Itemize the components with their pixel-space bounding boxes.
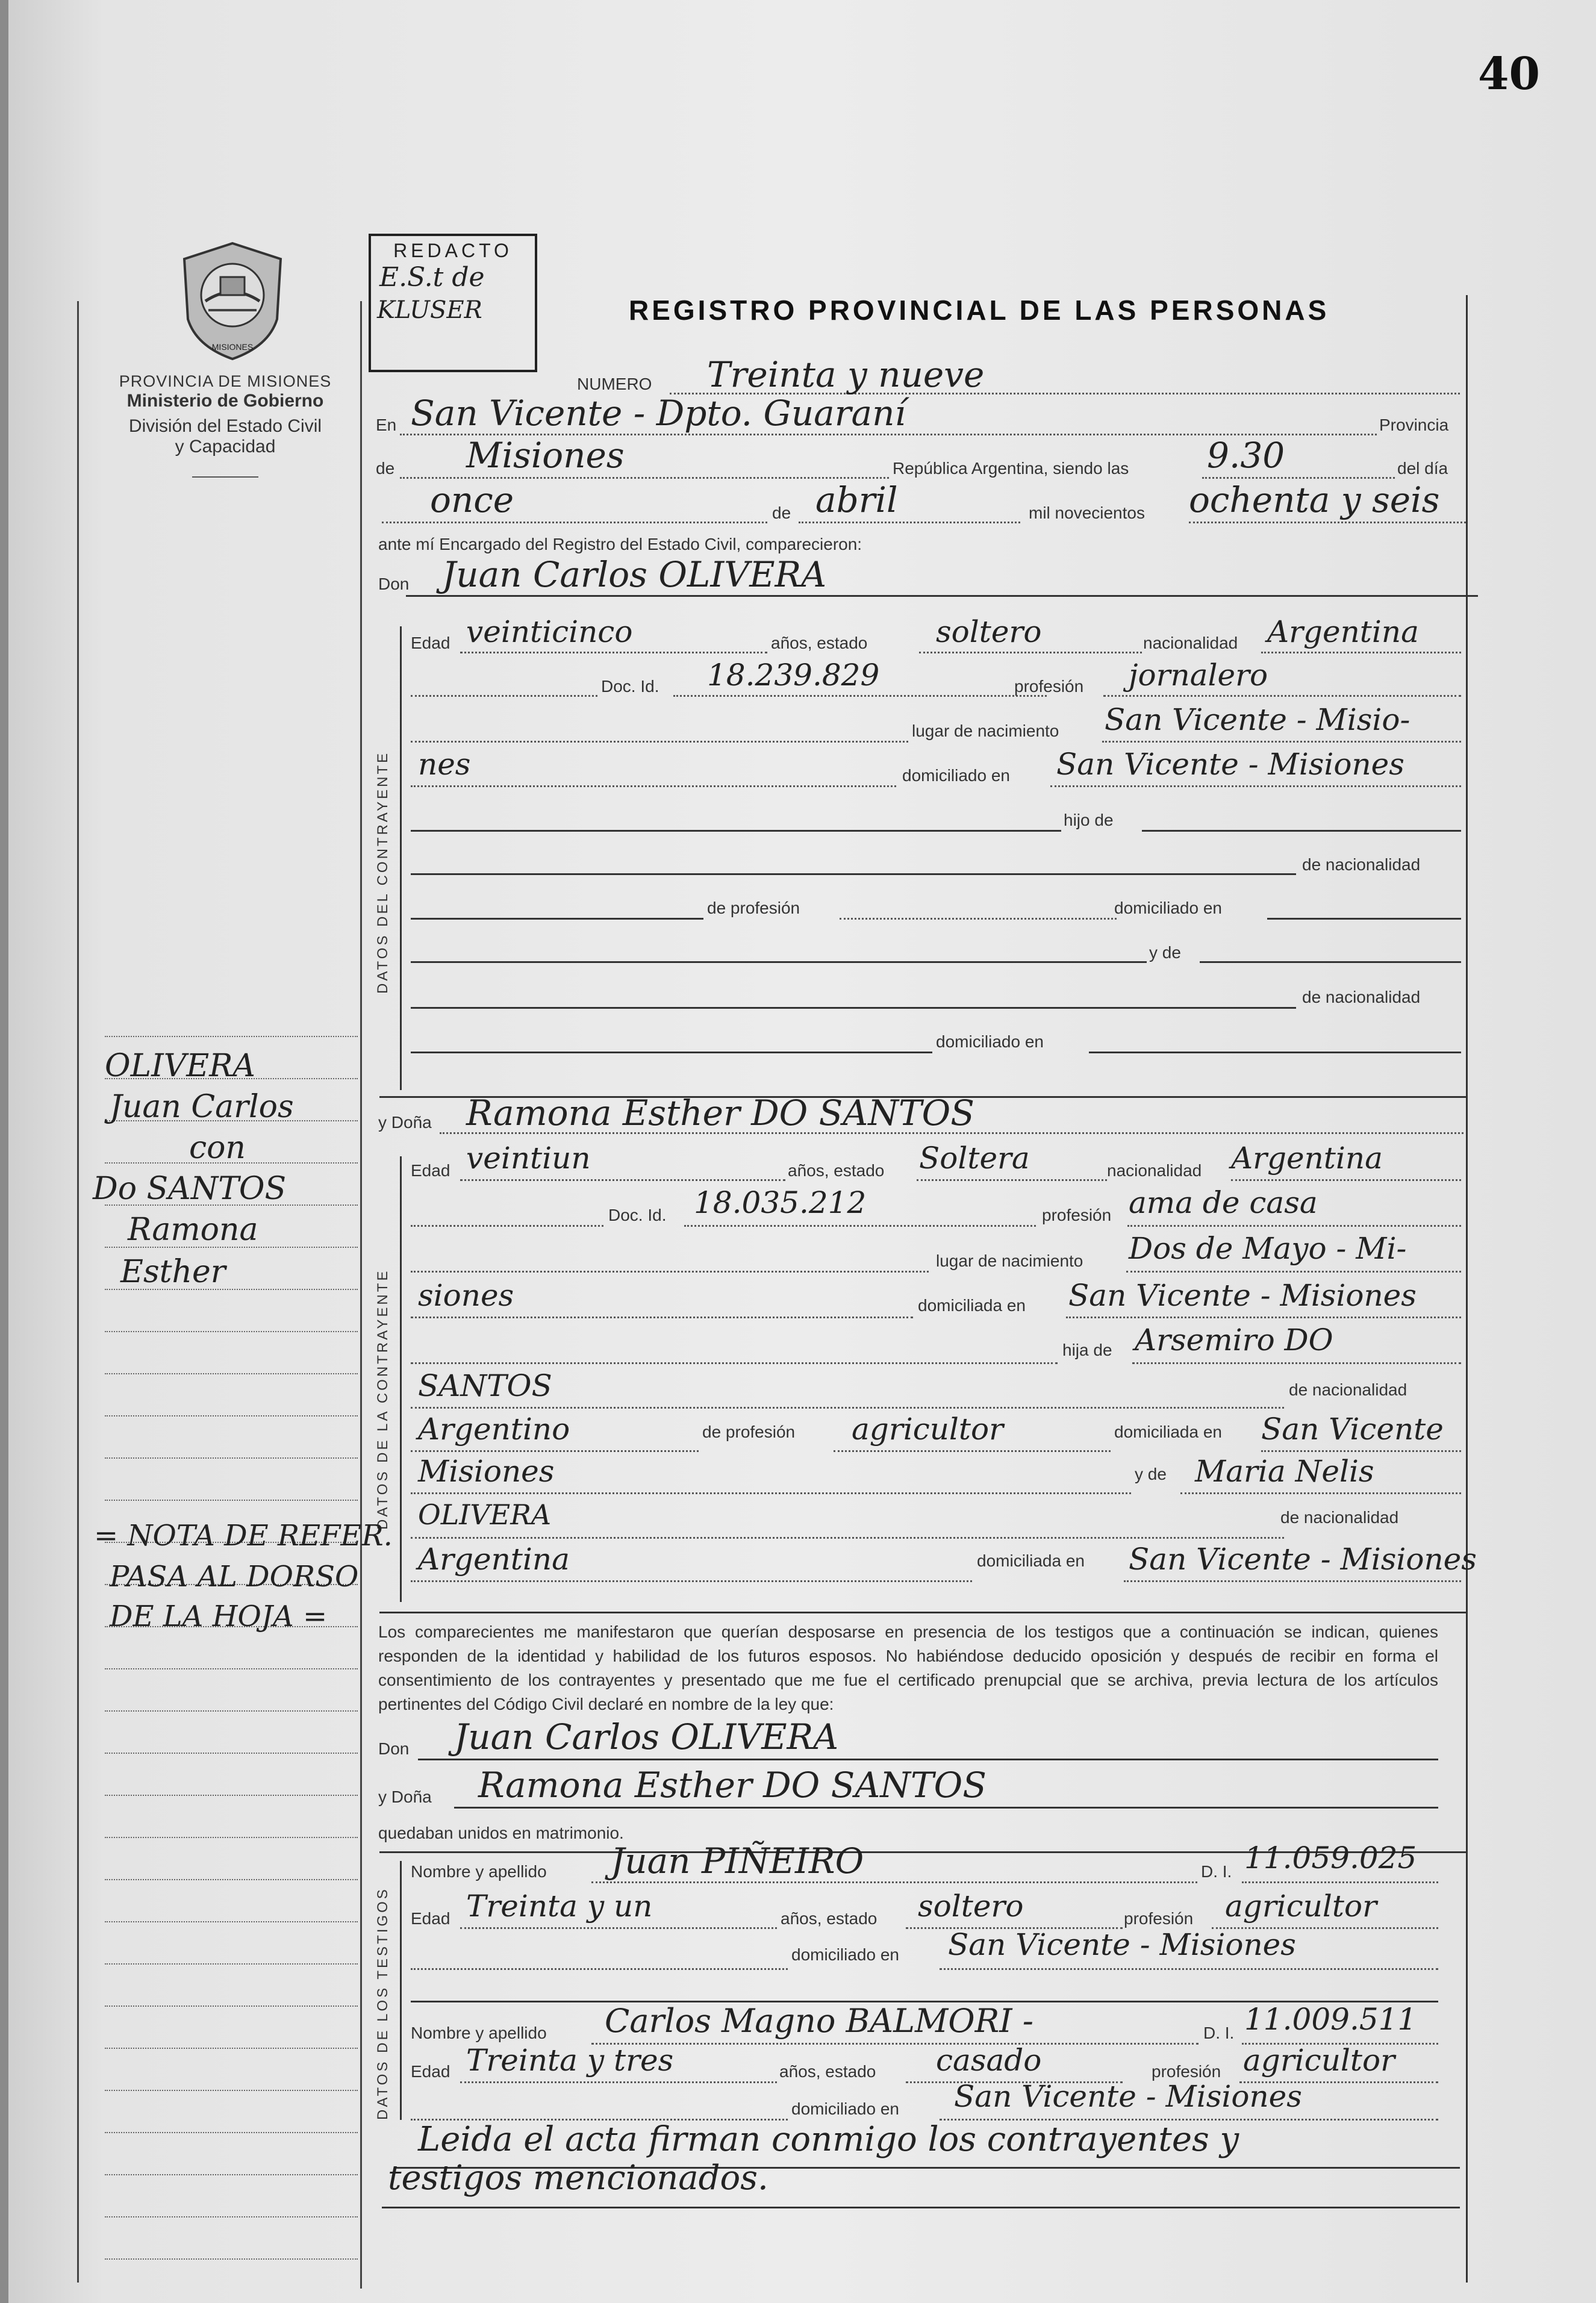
- bride-mother-dom: San Vicente - Misiones: [1129, 1542, 1477, 1577]
- w2-profesion: agricultor: [1243, 2043, 1395, 2078]
- groom-lugar-cont: nes: [418, 747, 471, 782]
- ministry-block: [93, 372, 358, 478]
- margin-name-bride: Ramona: [128, 1212, 258, 1248]
- groom-hijo-label: hijo de: [1064, 811, 1114, 829]
- w1-di: 11.059.025: [1244, 1840, 1417, 1875]
- groom-domicilio: San Vicente - Misiones: [1056, 747, 1404, 782]
- groom-edad: veinticinco: [466, 614, 633, 649]
- register-title: REGISTRO PROVINCIAL DE LAS PERSONAS: [629, 294, 1330, 326]
- margin-second-name-bride: Esther: [120, 1254, 226, 1290]
- w2-di-label: D. I.: [1203, 2024, 1235, 2042]
- bride-lugar-label: lugar de nacimiento: [936, 1251, 1083, 1270]
- groom-nacionalidad: Argentina: [1267, 614, 1419, 649]
- margin-name-groom: Juan Carlos: [110, 1089, 294, 1125]
- bride-prof-label: profesión: [1042, 1206, 1112, 1224]
- year-value: ochenta y seis: [1189, 479, 1440, 520]
- del-dia-label: del día: [1397, 459, 1448, 478]
- margin-guide-line: [105, 1457, 358, 1459]
- groom-name: Juan Carlos OLIVERA: [442, 554, 827, 595]
- bride-dona-label: y Doña: [378, 1113, 432, 1132]
- bride-mother-nac: Argentina: [418, 1542, 570, 1577]
- margin-guide-line: [105, 2258, 358, 2260]
- margin-guide-line: [105, 1963, 358, 1965]
- division-heading: División del Estado Civil: [128, 416, 322, 436]
- bride-father-prof: agricultor: [852, 1412, 1004, 1447]
- decl-dona-label: y Doña: [378, 1787, 432, 1806]
- margin-guide-line: [105, 1331, 358, 1332]
- bride-father-nac: Argentino: [418, 1412, 570, 1447]
- margin-guide-line: [105, 2132, 358, 2133]
- w2-estado-label: años, estado: [779, 2062, 876, 2081]
- w1-estado-label: años, estado: [781, 1909, 877, 1928]
- bride-father-dom: San Vicente: [1261, 1412, 1444, 1447]
- bride-y-de-label: y de: [1135, 1465, 1167, 1483]
- margin-con: con: [189, 1130, 246, 1166]
- groom-lugar-label: lugar de nacimiento: [912, 721, 1059, 740]
- province-heading: PROVINCIA DE MISIONES: [119, 372, 332, 390]
- day-value: once: [430, 479, 514, 520]
- margin-guide-line: [105, 1710, 358, 1712]
- w1-domicilio: San Vicente - Misiones: [948, 1927, 1296, 1962]
- w2-edad-label: Edad: [411, 2062, 450, 2081]
- w2-dom-label: domiciliado en: [791, 2099, 899, 2118]
- margin-guide-line: [105, 2048, 358, 2049]
- groom-dom2-label: domiciliado en: [1114, 899, 1222, 917]
- ministry-heading: Ministerio de Gobierno: [126, 391, 324, 411]
- margin-guide-line: [105, 1415, 358, 1416]
- redacto-line2: KLUSER: [377, 296, 482, 324]
- bride-de-nac-label: de nacionalidad: [1289, 1380, 1407, 1399]
- bride-lugar: Dos de Mayo - Mi-: [1129, 1231, 1407, 1266]
- margin-guide-line: [105, 1879, 358, 1880]
- bride-hija-label: hija de: [1062, 1341, 1112, 1359]
- bride-dom2-label: domiciliada en: [1114, 1423, 1222, 1441]
- declaration-text: Los comparecientes me manifestaron que querían desposarse en presencia de los testigos que a continuación se indican, quienes responden de la identidad y habilidad de los futuros esposos. No habiéndose deducido oposición y después de recibir en forma el consentimiento de los contrayentes y presentado que me fue el certificado prenupcial que se archiva, previa lectura de los artículos pertinentes del Código Civil declaré en nombre de la ley que:: [378, 1622, 1438, 1713]
- provincia-label: Provincia: [1379, 416, 1449, 434]
- w2-nombre-label: Nombre y apellido: [411, 2024, 547, 2042]
- decl-don-label: Don: [378, 1739, 410, 1758]
- groom-y-de-label: y de: [1149, 943, 1181, 962]
- w2-edad: Treinta y tres: [466, 2043, 674, 2078]
- margin-de-la-hoja: DE LA HOJA =: [110, 1600, 328, 1633]
- quedaban-text: quedaban unidos en matrimonio.: [378, 1824, 624, 1842]
- bride-estado: Soltera: [919, 1141, 1030, 1176]
- w2-domicilio: San Vicente - Misiones: [954, 2079, 1302, 2114]
- redacto-label: REDACTO: [393, 240, 513, 261]
- w1-nombre-label: Nombre y apellido: [411, 1862, 547, 1881]
- groom-lugar: San Vicente - Misio-: [1105, 702, 1411, 737]
- bride-mother-cont: OLIVERA: [418, 1498, 552, 1531]
- w1-edad: Treinta y un: [466, 1889, 653, 1924]
- bride-father-dom-cont: Misiones: [418, 1454, 555, 1489]
- groom-prof-label: profesión: [1014, 677, 1084, 696]
- numero-value: Treinta y nueve: [707, 354, 985, 395]
- decl-groom: Juan Carlos OLIVERA: [454, 1716, 839, 1757]
- groom-doc: 18.239.829: [707, 658, 880, 693]
- margin-pasa-dorso: PASA AL DORSO: [110, 1560, 359, 1594]
- w2-di: 11.009.511: [1244, 2002, 1417, 2037]
- redacto-box: [369, 234, 537, 372]
- mil-label: mil novecientos: [1029, 503, 1145, 522]
- w1-estado: soltero: [918, 1889, 1024, 1924]
- groom-section-label: DATOS DEL CONTRAYENTE: [375, 750, 391, 994]
- time-value: 9.30: [1207, 435, 1285, 476]
- w1-profesion: agricultor: [1225, 1889, 1377, 1924]
- capacity-heading: y Capacidad: [175, 437, 276, 457]
- groom-profesion: jornalero: [1129, 658, 1268, 693]
- bride-edad-label: Edad: [411, 1161, 450, 1180]
- w1-di-label: D. I.: [1201, 1862, 1232, 1881]
- bride-father: Arsemiro DO: [1135, 1323, 1333, 1357]
- groom-de-nac2-label: de nacionalidad: [1302, 988, 1421, 1006]
- bride-name: Ramona Esther DO SANTOS: [466, 1092, 974, 1133]
- bride-dom-label: domiciliada en: [918, 1296, 1026, 1315]
- register-page: [8, 0, 1596, 2303]
- margin-guide-line: [105, 1668, 358, 1669]
- closing-line1: Leida el acta firman conmigo los contrayentes y: [418, 2120, 1239, 2159]
- w2-nombre: Carlos Magno BALMORI -: [605, 2002, 1033, 2040]
- numero-label: NUMERO: [577, 375, 652, 393]
- w2-estado: casado: [936, 2043, 1042, 2078]
- margin-guide-line: [105, 1036, 358, 1037]
- bride-doc: 18.035.212: [694, 1185, 867, 1220]
- margin-guide-line: [105, 1753, 358, 1754]
- province-value: Misiones: [466, 435, 625, 476]
- margin-guide-line: [105, 1837, 358, 1838]
- bride-de-nac2-label: de nacionalidad: [1280, 1508, 1399, 1527]
- margin-guide-line: [105, 2005, 358, 2007]
- margin-guide-line: [105, 1921, 358, 1922]
- w1-nombre: Juan PIÑEIRO: [611, 1840, 864, 1881]
- margin-surname-groom: OLIVERA: [105, 1048, 255, 1084]
- province-seal: [178, 241, 287, 361]
- witness-section-label: DATOS DE LOS TESTIGOS: [375, 1887, 391, 2120]
- groom-de-nac-label: de nacionalidad: [1302, 855, 1421, 874]
- groom-estado: soltero: [936, 614, 1042, 649]
- republica-label: República Argentina, siendo las: [893, 459, 1129, 478]
- bride-section-label: DATOS DE LA CONTRAYENTE: [375, 1268, 391, 1530]
- groom-nac-label: nacionalidad: [1143, 634, 1238, 652]
- margin-guide-line: [105, 2090, 358, 2091]
- redacto-line1: E.S.t de: [379, 262, 485, 293]
- margin-guide-line: [105, 2216, 358, 2217]
- w1-edad-label: Edad: [411, 1909, 450, 1928]
- bride-mother: Maria Nelis: [1195, 1454, 1374, 1489]
- groom-estado-label: años, estado: [771, 634, 868, 652]
- bride-profesion: ama de casa: [1129, 1185, 1318, 1220]
- place-value: San Vicente - Dpto. Guaraní: [411, 393, 906, 434]
- en-label: En: [376, 416, 397, 434]
- margin-guide-line: [105, 1795, 358, 1796]
- bride-estado-label: años, estado: [788, 1161, 885, 1180]
- margin-guide-line: [105, 1500, 358, 1501]
- groom-edad-label: Edad: [411, 634, 450, 652]
- margin-surname-bride: Do SANTOS: [93, 1171, 287, 1207]
- bride-nacionalidad: Argentina: [1231, 1141, 1383, 1176]
- ante-text: ante mí Encargado del Registro del Estado Civil, comparecieron:: [378, 535, 862, 553]
- bride-dom3-label: domiciliada en: [977, 1551, 1085, 1570]
- bride-lugar-cont: siones: [418, 1278, 514, 1313]
- de2-label: de: [772, 503, 791, 522]
- bride-edad: veintiun: [466, 1141, 591, 1176]
- closing-line2: testigos mencionados.: [388, 2158, 768, 2198]
- bride-de-prof-label: de profesión: [702, 1423, 796, 1441]
- de-label: de: [376, 459, 395, 478]
- w2-prof-label: profesión: [1152, 2062, 1221, 2081]
- bride-doc-label: Doc. Id.: [608, 1206, 667, 1224]
- don-label: Don: [378, 575, 410, 593]
- seal-text: MISIONES: [211, 342, 254, 352]
- w1-prof-label: profesión: [1124, 1909, 1194, 1928]
- bride-father-cont: SANTOS: [418, 1368, 552, 1403]
- decl-bride: Ramona Esther DO SANTOS: [478, 1765, 987, 1806]
- bride-domicilio: San Vicente - Misiones: [1068, 1278, 1417, 1313]
- page-number: 40: [1478, 48, 1540, 100]
- groom-doc-label: Doc. Id.: [601, 677, 659, 696]
- groom-dom-label: domiciliado en: [902, 766, 1010, 785]
- margin-guide-line: [105, 1373, 358, 1374]
- w1-dom-label: domiciliado en: [791, 1945, 899, 1964]
- month-value: abril: [815, 479, 898, 520]
- bride-nac-label: nacionalidad: [1107, 1161, 1202, 1180]
- margin-guide-line: [105, 2174, 358, 2175]
- margin-nota-refer: = NOTA DE REFER.: [94, 1519, 393, 1553]
- groom-de-prof-label: de profesión: [707, 899, 800, 917]
- groom-dom3-label: domiciliado en: [936, 1032, 1044, 1051]
